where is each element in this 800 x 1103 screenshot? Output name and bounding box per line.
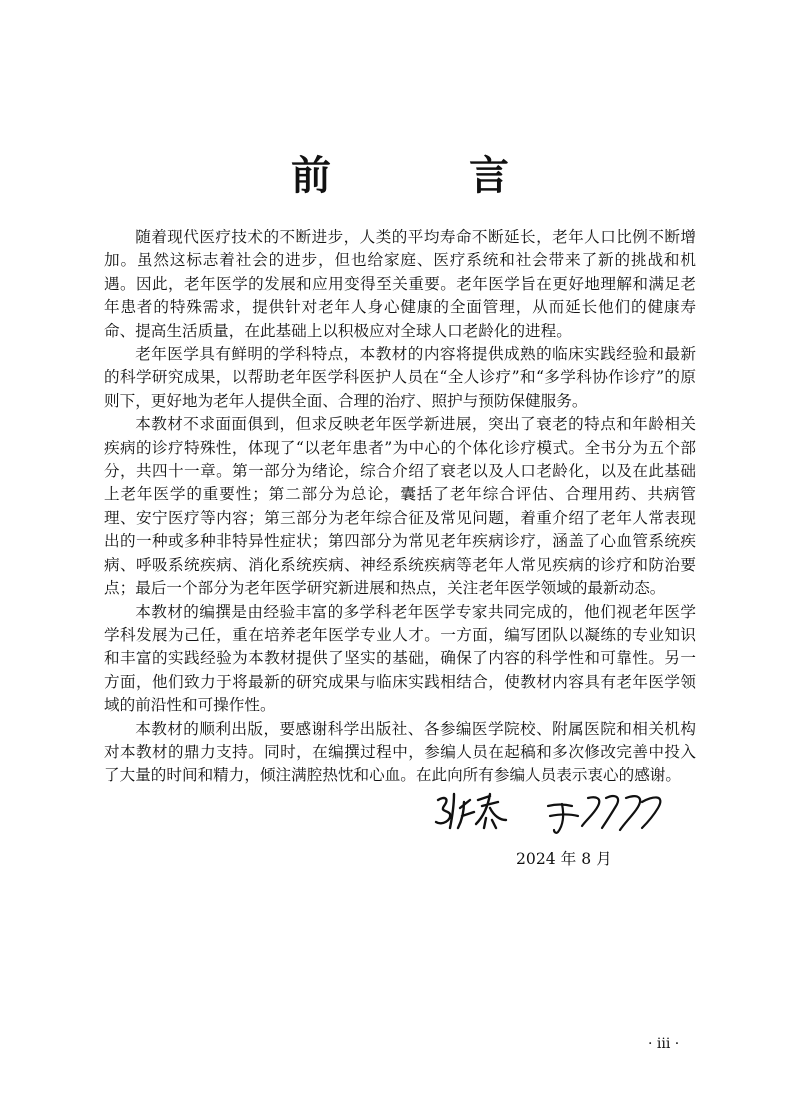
paragraph-2: 老年医学具有鲜明的学科特点，本教材的内容将提供成熟的临床实践经验和最新的科学研究成果，以帮助老年医学科医护人员在“全人诊疗”和“多学科协作诊疗”的原则下，更好地为老年人提供全面、合理的治疗、照护与预防保健服务。 <box>104 345 696 410</box>
page-title: 前 言 <box>291 153 571 199</box>
page-number: · iii · <box>648 1036 680 1052</box>
signature-2 <box>548 796 660 833</box>
paragraph-3: 本教材不求面面俱到，但求反映老年医学新进展，突出了衰老的特点和年龄相关疾病的诊疗特殊性，体现了“以老年患者”为中心的个体化诊疗模式。全书分为五个部分，共四十一章。第一部分为绪论，综合介绍了衰老以及人口老龄化，以及在此基础上老年医学的重要性；第二部分为总论，囊括了老年综合评估、合理用药、共病管理、安宁医疗等内容；第三部分为老年综合征及常见问题，着重介绍了老年人常表现出的一种或多种非特异性症状；第四部分为常见老年疾病诊疗，涵盖了心血管系统疾病、呼吸系统疾病、消化系统疾病、神经系统疾病等老年人常见疾病的诊疗和防治要点；最后一个部分为老年医学研究新进展和热点，关注老年医学领域的最新动态。 <box>104 415 696 598</box>
preface-body <box>104 226 696 788</box>
signatures <box>430 786 690 838</box>
handwritten-signatures <box>430 786 690 838</box>
signature-1 <box>436 794 506 828</box>
date: 2024 年 8 月 <box>516 850 612 868</box>
paragraph-5: 本教材的顺利出版，要感谢科学出版社、各参编医学院校、附属医院和相关机构对本教材的鼎力支持。同时，在编撰过程中，参编人员在起稿和多次修改完善中投入了大量的时间和精力，倾注满腔热忱和心血。在此向所有参编人员表示衷心的感谢。 <box>104 719 696 785</box>
paragraph-1: 随着现代医疗技术的不断进步，人类的平均寿命不断延长，老年人口比例不断增加。虽然这标志着社会的进步，但也给家庭、医疗系统和社会带来了新的挑战和机遇。因此，老年医学的发展和应用变得至关重要。老年医学旨在更好地理解和满足老年患者的特殊需求，提供针对老年人身心健康的全面管理，从而延长他们的健康寿命、提高生活质量，在此基础上以积极应对全球人口老龄化的进程。 <box>104 228 696 340</box>
paragraph-4: 本教材的编撰是由经验丰富的多学科老年医学专家共同完成的，他们视老年医学学科发展为己任，重在培养老年医学专业人才。一方面，编写团队以凝练的专业知识和丰富的实践经验为本教材提供了坚实的基础，确保了内容的科学性和可靠性。另一方面，他们致力于将最新的研究成果与临床实践相结合，使教材内容具有老年医学领域的前沿性和可操作性。 <box>104 602 696 715</box>
